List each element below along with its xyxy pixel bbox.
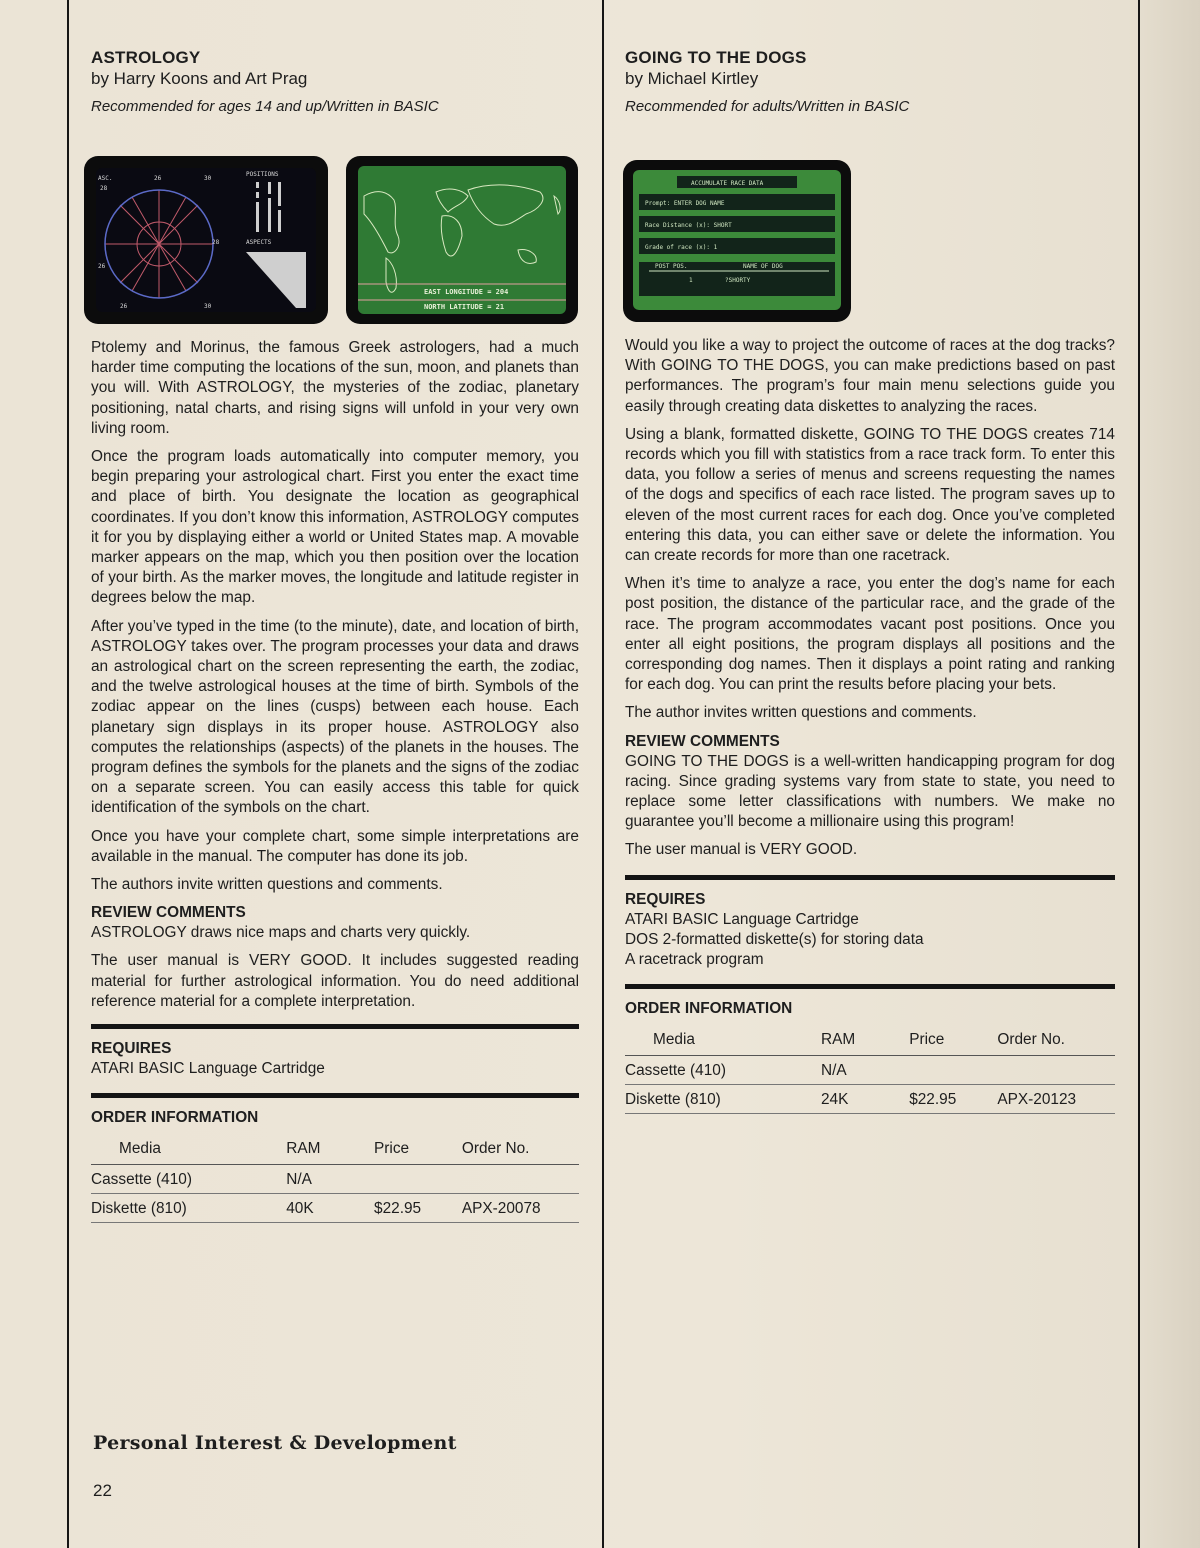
column-media: Media xyxy=(91,1136,286,1165)
svg-text:26: 26 xyxy=(98,263,106,270)
article-byline: by Michael Kirtley xyxy=(625,69,759,88)
latitude-readout: NORTH LATITUDE = 21 xyxy=(424,303,505,311)
svg-text:Prompt: ENTER DOG NAME: Prompt: ENTER DOG NAME xyxy=(645,200,725,207)
table-row: Cassette (410) N/A xyxy=(91,1165,579,1194)
going-to-the-dogs-article xyxy=(625,48,1115,1114)
svg-text:30: 30 xyxy=(204,175,212,182)
table-row: Diskette (810) 40K $22.95 APX-20078 xyxy=(91,1194,579,1223)
section-divider xyxy=(91,1024,579,1029)
article-body xyxy=(625,336,1115,861)
requires-heading: REQUIRES xyxy=(91,1040,172,1058)
svg-text:POST POS.: POST POS. xyxy=(655,263,688,270)
review-paragraph: The user manual is VERY GOOD. xyxy=(625,841,858,859)
review-comments-heading: REVIEW COMMENTS xyxy=(91,904,246,922)
column-order-no: Order No. xyxy=(997,1027,1115,1056)
astrology-chart-screen xyxy=(84,156,328,324)
requires-heading: REQUIRES xyxy=(625,890,706,908)
requirement-item: DOS 2-formatted diskette(s) for storing data xyxy=(625,930,924,948)
left-column-rule xyxy=(67,0,69,1548)
zodiac-wheel-graphic xyxy=(96,168,316,312)
svg-text:Grade of race (x): 1: Grade of race (x): 1 xyxy=(645,244,718,251)
order-table-header xyxy=(625,1027,1115,1056)
section-footer-title: Personal Interest & Development xyxy=(93,1432,457,1454)
body-paragraph: The authors invite written questions and comments. xyxy=(91,876,443,894)
order-information-heading: ORDER INFORMATION xyxy=(625,999,793,1017)
requirement-item: A racetrack program xyxy=(625,950,764,968)
column-price: Price xyxy=(909,1027,997,1056)
column-ram: RAM xyxy=(286,1136,374,1165)
page-number: 22 xyxy=(93,1481,112,1500)
race-data-form-graphic xyxy=(633,170,841,310)
astrology-article xyxy=(91,48,579,1223)
section-divider xyxy=(625,984,1115,989)
review-paragraph: ASTROLOGY draws nice maps and charts very quickly. xyxy=(91,924,471,942)
world-map-graphic xyxy=(358,166,566,314)
center-column-rule xyxy=(602,0,604,1548)
review-paragraph: The user manual is VERY GOOD. It includes suggested reading material for further astrological information. You do need additional reference material for a complete interpretation. xyxy=(91,952,579,1010)
column-order-no: Order No. xyxy=(462,1136,579,1165)
order-information-heading: ORDER INFORMATION xyxy=(91,1109,259,1127)
positions-heading: POSITIONS xyxy=(246,171,279,178)
screenshot-row xyxy=(91,156,579,324)
body-paragraph: Would you like a way to project the outcome of races at the dog tracks? With GOING TO THE DOGS, you can make predictions based on past performances. The program’s four main menu selections guide you easily through creating data diskettes to analyzing the races. xyxy=(625,337,1115,415)
body-paragraph: The author invites written questions and comments. xyxy=(625,704,977,722)
svg-text:NAME OF DOG: NAME OF DOG xyxy=(743,263,783,270)
section-divider xyxy=(91,1093,579,1098)
article-recommendation: Recommended for ages 14 and up/Written in BASIC xyxy=(91,98,439,115)
table-row: Cassette (410) N/A xyxy=(625,1055,1115,1084)
column-ram: RAM xyxy=(821,1027,909,1056)
svg-text:30: 30 xyxy=(204,303,212,310)
review-paragraph: GOING TO THE DOGS is a well-written handicapping program for dog racing. Since grading systems vary from state to state, you need to replace some letter classifications with numbers. We make no guarantee you’ll become a millionaire using this program! xyxy=(625,752,1115,831)
article-body xyxy=(91,338,579,1012)
body-paragraph: When it’s time to analyze a race, you enter the dog’s name for each post position, the distance of the particular race, and the grade of the race. The program accommodates vacant post positions. Once you enter all eight positions, the program displays all positions and the corresponding dog names. Then it displays a point rating and ranking for each dog. You can print the results before placing your bets. xyxy=(625,575,1115,694)
aspects-heading: ASPECTS xyxy=(246,239,272,246)
svg-text:28: 28 xyxy=(212,239,220,246)
svg-text:28: 28 xyxy=(100,185,108,192)
article-title: GOING TO THE DOGS xyxy=(625,48,807,67)
requirement-item: ATARI BASIC Language Cartridge xyxy=(625,910,859,928)
body-paragraph: Using a blank, formatted diskette, GOING TO THE DOGS creates 714 records which you fill with statistics from a race track form. To enter this data, you follow a series of menus and screens requesting the names of the dogs and specifics of each race listed. The program saves up to eleven of the most current races for each dog. Once you’ve completed entering this data, you can either save or delete the information. You can create records for more than one racetrack. xyxy=(625,425,1115,565)
order-table-header xyxy=(91,1136,579,1165)
screen-header: ACCUMULATE RACE DATA xyxy=(691,180,764,187)
body-paragraph: Once you have your complete chart, some simple interpretations are available in the manual. The computer has done its job. xyxy=(91,827,579,865)
world-map-screen xyxy=(346,156,578,324)
column-media: Media xyxy=(625,1027,821,1056)
article-byline: by Harry Koons and Art Prag xyxy=(91,69,308,88)
svg-text:26: 26 xyxy=(154,175,162,182)
asc-label: ASC. xyxy=(98,175,113,182)
order-table xyxy=(625,1027,1115,1114)
svg-text:?SHORTY: ?SHORTY xyxy=(725,277,751,284)
order-table xyxy=(91,1136,579,1223)
longitude-readout: EAST LONGITUDE = 204 xyxy=(424,288,509,296)
article-recommendation: Recommended for adults/Written in BASIC xyxy=(625,98,910,115)
body-paragraph: After you’ve typed in the time (to the minute), date, and location of birth, ASTROLOGY takes over. The program processes your data and draws an astrological chart on the screen representing the earth, the zodiac, and the twelve astrological houses at the time of birth. Symbols of the zodiac appear on the lines (cusps) between each house. Each planetary sign displays in its proper house. ASTROLOGY also computes the relationships (aspects) of the planets in the houses. The program defines the symbols for the planets and the signs of the zodiac on a separate screen. You can easily access this table for quick identification of the symbols on the chart. xyxy=(91,617,579,817)
svg-text:26: 26 xyxy=(120,303,128,310)
screenshot-row xyxy=(625,160,1115,322)
requirement-item: ATARI BASIC Language Cartridge xyxy=(91,1060,325,1078)
body-paragraph: Once the program loads automatically into computer memory, you begin preparing your astrological chart. First you enter the exact time and place of birth. You designate the location as geographical coordinates. If you don’t know this information, ASTROLOGY computes it for you by displaying either a world or United States map. A movable marker appears on the map, which you then position over the location of your birth. As the marker moves, the longitude and latitude register in degrees below the map. xyxy=(91,448,579,607)
svg-text:Race Distance (x): SHORT: Race Distance (x): SHORT xyxy=(645,222,732,229)
article-title: ASTROLOGY xyxy=(91,48,201,67)
column-price: Price xyxy=(374,1136,462,1165)
review-comments-heading: REVIEW COMMENTS xyxy=(625,732,780,750)
svg-text:1: 1 xyxy=(689,277,693,284)
race-data-screen xyxy=(623,160,851,322)
section-divider xyxy=(625,875,1115,880)
body-paragraph: Ptolemy and Morinus, the famous Greek astrologers, had a much harder time computing the locations of the sun, moon, and planets than you will. With ASTROLOGY, the mysteries of the zodiac, planetary positioning, natal charts, and rising signs will unfold in your very own living room. xyxy=(91,339,579,437)
right-column-rule xyxy=(1138,0,1140,1548)
table-row: Diskette (810) 24K $22.95 APX-20123 xyxy=(625,1084,1115,1113)
